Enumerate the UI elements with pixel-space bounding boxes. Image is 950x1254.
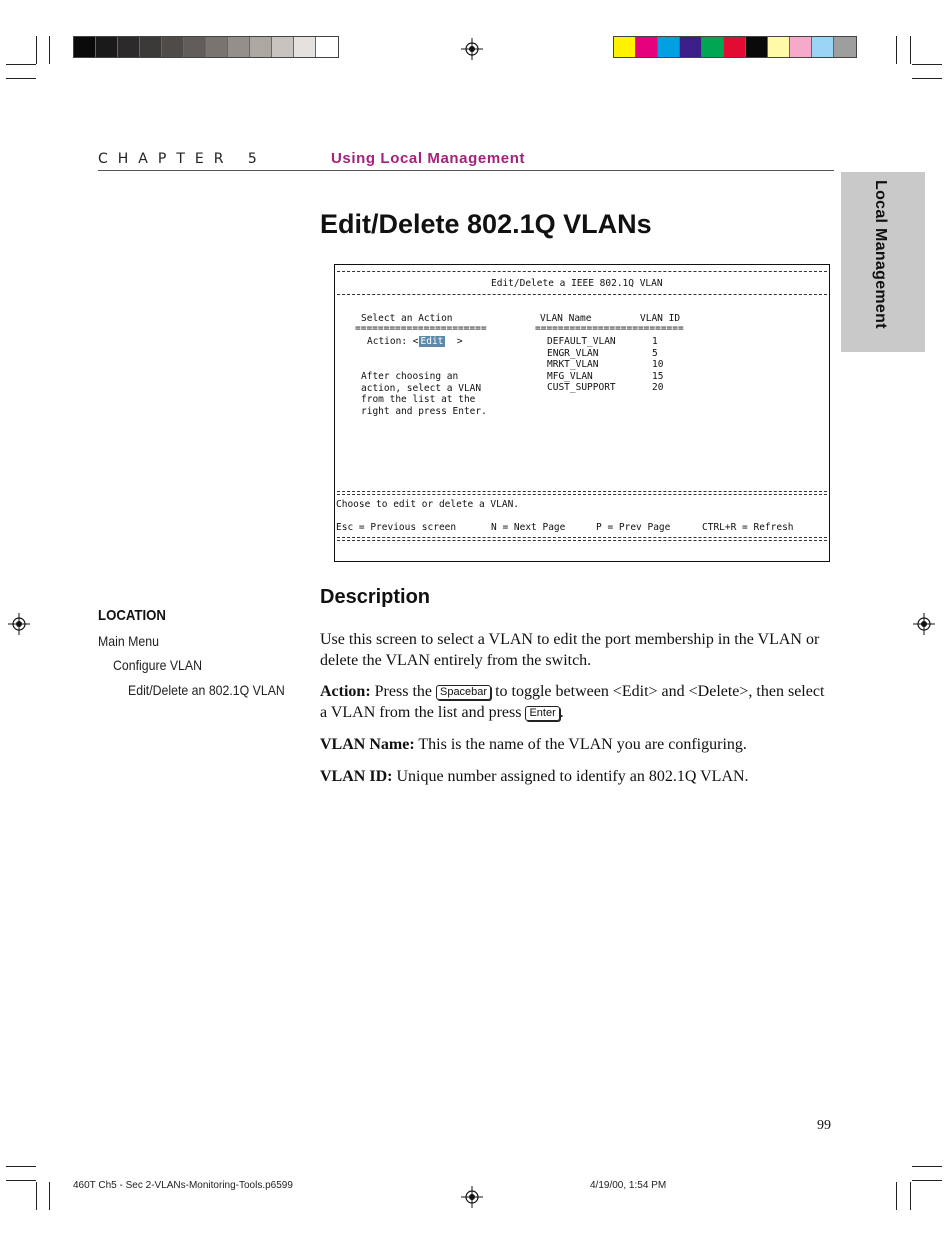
terminal-screen — [334, 264, 830, 562]
action-row: Action: < Edit > — [367, 336, 463, 347]
vlan-name[interactable]: ENGR_VLAN — [547, 347, 599, 359]
vlan-name-paragraph — [320, 734, 830, 755]
vlan-id-paragraph — [320, 766, 830, 787]
vlan-name[interactable]: CUST_SUPPORT — [547, 382, 616, 393]
crop-mark — [910, 1182, 911, 1210]
description-intro: Use this screen to select a VLAN to edit the port membership in the VLAN or delete the VLAN entirely from the switch. — [320, 631, 820, 669]
crop-mark — [896, 36, 897, 64]
color-swatch — [184, 37, 206, 57]
key-esc: Esc = Previous screen — [336, 522, 457, 533]
color-swatch — [294, 37, 316, 57]
footer-date: 4/19/00, 1:54 PM — [590, 1180, 667, 1191]
color-swatch — [834, 37, 856, 57]
crop-mark — [896, 1182, 897, 1210]
color-swatch — [250, 37, 272, 57]
divider — [337, 271, 827, 272]
vlan-id: 15 — [652, 370, 664, 382]
color-swatch — [118, 37, 140, 57]
color-swatch — [680, 37, 702, 57]
vlan-id: 1 — [652, 336, 658, 347]
vlan-id: 10 — [652, 359, 664, 370]
action-text: to toggle between <Edit> and <Delete>, then select a VLAN from the list and press — [320, 683, 825, 721]
vlan-id: 5 — [652, 347, 658, 359]
registration-mark-icon — [8, 613, 30, 635]
color-swatch — [658, 37, 680, 57]
key-prev: P = Prev Page — [596, 522, 671, 533]
registration-mark-icon — [461, 38, 483, 60]
crop-mark — [6, 64, 36, 65]
crop-mark — [36, 36, 37, 64]
location-item: Configure VLAN — [113, 657, 203, 673]
divider — [337, 537, 827, 541]
vlan-id-term: VLAN ID: — [320, 768, 393, 785]
divider — [337, 294, 827, 295]
vlan-id: 20 — [652, 382, 664, 393]
process-color-bar — [613, 36, 857, 58]
chapter-label: CHAPTER 5 — [98, 151, 267, 167]
location-title: LOCATION — [98, 607, 166, 624]
color-swatch — [746, 37, 768, 57]
color-swatch — [702, 37, 724, 57]
vlan-name[interactable]: MFG_VLAN — [547, 370, 593, 382]
instruction-line: action, select a VLAN — [361, 382, 482, 394]
action-paragraph — [320, 681, 830, 723]
instruction-line: from the list at the — [361, 394, 476, 405]
color-swatch — [636, 37, 658, 57]
action-toggle[interactable]: Edit — [420, 336, 444, 347]
key-next: N = Next Page — [491, 522, 566, 533]
key-refresh: CTRL+R = Refresh — [702, 522, 794, 533]
crop-mark — [912, 64, 942, 65]
crop-mark — [912, 1166, 942, 1167]
color-swatch — [790, 37, 812, 57]
crop-mark — [6, 1180, 36, 1181]
color-swatch — [74, 37, 96, 57]
color-swatch — [812, 37, 834, 57]
crop-mark — [6, 1166, 36, 1167]
grayscale-bar — [73, 36, 339, 58]
side-tab-label: Local Management — [872, 180, 889, 329]
vlan-name-term: VLAN Name: — [320, 736, 415, 753]
instruction-line: right and press Enter. — [361, 405, 487, 417]
action-text: . — [559, 704, 564, 721]
description-title: Description — [320, 586, 431, 608]
select-action-heading: Select an Action — [361, 313, 453, 324]
action-text: Press the — [374, 683, 432, 700]
crop-mark — [49, 36, 50, 64]
enter-key: Enter — [525, 706, 559, 721]
crop-mark — [912, 78, 942, 79]
color-swatch — [768, 37, 790, 57]
screen-title: Edit/Delete a IEEE 802.1Q VLAN — [491, 278, 663, 289]
crop-mark — [912, 1180, 942, 1181]
page-title: Edit/Delete 802.1Q VLANs — [320, 209, 652, 239]
divider — [337, 491, 827, 495]
location-item: Main Menu — [98, 633, 159, 649]
vlan-name[interactable]: DEFAULT_VLAN — [547, 336, 616, 347]
instruction-line: After choosing an — [361, 371, 459, 382]
color-swatch — [96, 37, 118, 57]
color-swatch — [614, 37, 636, 57]
vlan-name[interactable]: MRKT_VLAN — [547, 359, 599, 370]
location-item: Edit/Delete an 802.1Q VLAN — [128, 682, 285, 698]
registration-mark-icon — [913, 613, 935, 635]
vlan-id-text: Unique number assigned to identify an 802.1Q VLAN. — [396, 768, 749, 785]
crop-mark — [36, 1182, 37, 1210]
page-number: 99 — [817, 1118, 831, 1133]
color-swatch — [228, 37, 250, 57]
status-line: Choose to edit or delete a VLAN. — [336, 499, 520, 510]
registration-mark-icon — [461, 1186, 483, 1208]
column-header-name: VLAN Name — [540, 313, 592, 324]
crop-mark — [6, 78, 36, 79]
color-swatch — [162, 37, 184, 57]
action-label: Action: — [367, 336, 408, 347]
color-swatch — [724, 37, 746, 57]
spacebar-key: Spacebar — [436, 685, 491, 700]
action-term: Action: — [320, 683, 371, 700]
color-swatch — [140, 37, 162, 57]
crop-mark — [49, 1182, 50, 1210]
column-header-id: VLAN ID — [640, 313, 681, 324]
side-tab — [841, 172, 925, 352]
color-swatch — [272, 37, 294, 57]
color-swatch — [316, 37, 338, 57]
footer-filename: 460T Ch5 - Sec 2-VLANs-Monitoring-Tools.p6599 — [73, 1180, 293, 1191]
crop-mark — [910, 36, 911, 64]
chapter-title: Using Local Management — [331, 150, 526, 167]
header-rule — [98, 170, 834, 171]
heading-underline: ======================= — [355, 323, 487, 334]
vlan-name-text: This is the name of the VLAN you are configuring. — [418, 736, 747, 753]
column-underline: ========================== — [535, 323, 684, 334]
color-swatch — [206, 37, 228, 57]
